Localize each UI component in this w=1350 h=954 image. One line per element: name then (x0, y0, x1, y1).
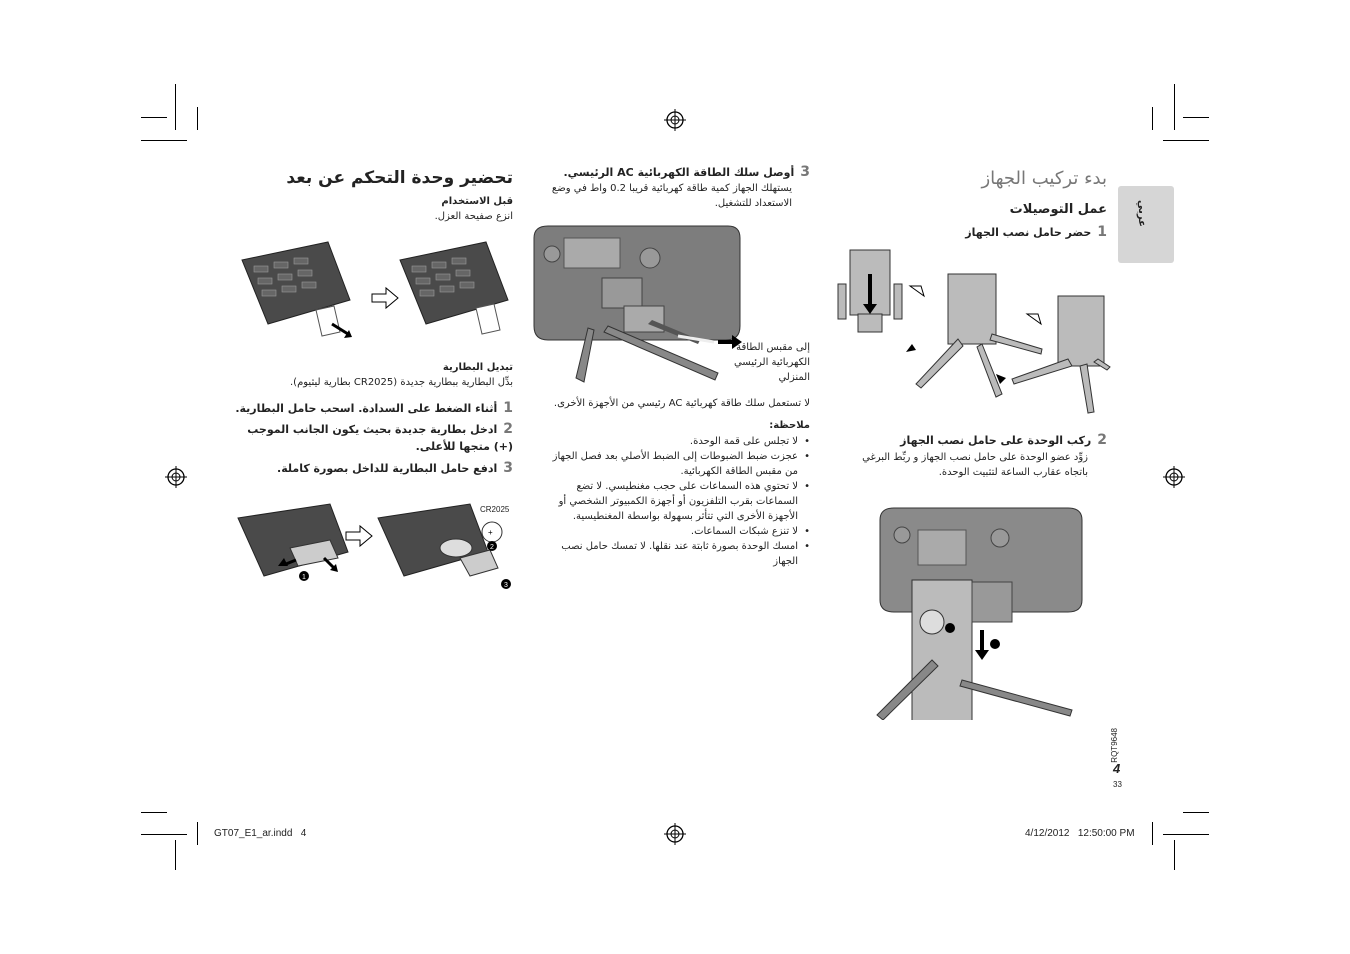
language-tab: عربي (1118, 186, 1174, 263)
footer-date: 4/12/2012 12:50:00 PM (1025, 828, 1135, 839)
registration-mark-icon (664, 823, 686, 845)
replace-battery-text: بدِّل البطارية ببطارية جديدة (CR2025 بطارية ليثيوم). (289, 377, 513, 388)
registration-mark-icon (664, 109, 686, 131)
page-code: RQT9648 (1110, 728, 1119, 763)
battery-step-1: 1أثناء الضغط على السدادة. اسحب حامل البطارية. (235, 400, 513, 416)
svg-text:+: + (488, 528, 493, 537)
unit-on-stand-illustration (872, 500, 1092, 720)
step-2-attach-unit: 2ركب الوحدة على حامل نصب الجهاز (900, 432, 1107, 448)
step-3-description: يستهلك الجهاز كمية طاقة كهربائية قريبا 0.2 واط في وضع الاستعداد للتشغيل. (551, 183, 792, 209)
registration-mark-icon (1163, 466, 1185, 488)
page-sub-number: 33 (1113, 780, 1122, 789)
battery-step-2: 2ادخل بطارية جديدة بحيث يكون الجانب الموجب (+) متجها للأعلى. (247, 421, 513, 453)
svg-text:2: 2 (490, 544, 494, 551)
registration-mark-icon (165, 466, 187, 488)
notes-list: • لا تجلس على قمة الوحدة. • عجزت ضبط الضبوطات إلى الضبط الأصلي بعد فصل الجهاز من مقبس الطاقة الكهربائية. • لا تحتوي هذه السماعات على حجب مغنطيسي. لا تضع السماعات بقرب التلفزيون أو أجهزة الكمبيوتر الشخصي أو الأجهزة الأخرى التي تتأثر بسهولة بواسطة المغنطيسية. • لا تنزع شبكات السماعات. • امسك الوحدة بصورة ثابتة عند نقلها. لا تمسك حامل نصب الجهاز (540, 434, 810, 569)
step-2-description: زوِّد عضو الوحدة على حامل نصب الجهاز و ربِّط البرغي باتجاه عقارب الساعة لتثبيت الوحدة. (862, 452, 1088, 478)
before-use-text: انزع صفيحة العزل. (434, 211, 513, 222)
ac-cord-warning: لا تستعمل سلك طاقة كهربائية AC رئيسي من الأجهزة الأخرى. (553, 398, 810, 409)
remote-insulation-illustration (236, 236, 518, 346)
battery-type-label: CR2025 (480, 505, 510, 514)
stand-prepare-illustration (832, 244, 1112, 430)
before-use-title: قبل الاستخدام (441, 196, 513, 207)
battery-replace-illustration (234, 498, 520, 594)
footer-file: GT07_E1_ar.indd 4 (214, 828, 307, 839)
subtitle-connections: عمل التوصيلات (1009, 202, 1107, 217)
step-1-prepare-stand: 1حضر حامل نصب الجهاز (965, 224, 1107, 240)
svg-text:1: 1 (302, 574, 306, 581)
svg-text:3: 3 (504, 582, 508, 589)
replace-battery-title: تبديل البطارية (442, 362, 513, 373)
step-3-connect-ac: 3أوصل سلك الطاقة الكهربائية AC الرئيسي. (563, 164, 810, 180)
notes-title: ملاحظة: (769, 420, 810, 431)
battery-step-3: 3ادفع حامل البطارية للداخل بصورة كاملة. (277, 460, 513, 476)
wall-socket-callout: إلى مقبس الطاقة الكهربائية الرئيسي المنزلي (733, 342, 810, 383)
section-title-setup: بدء تركيب الجهاز (981, 168, 1107, 189)
page-number: 4 (1113, 761, 1121, 776)
section-title-remote: تحضير وحدة التحكم عن بعد (286, 168, 513, 188)
